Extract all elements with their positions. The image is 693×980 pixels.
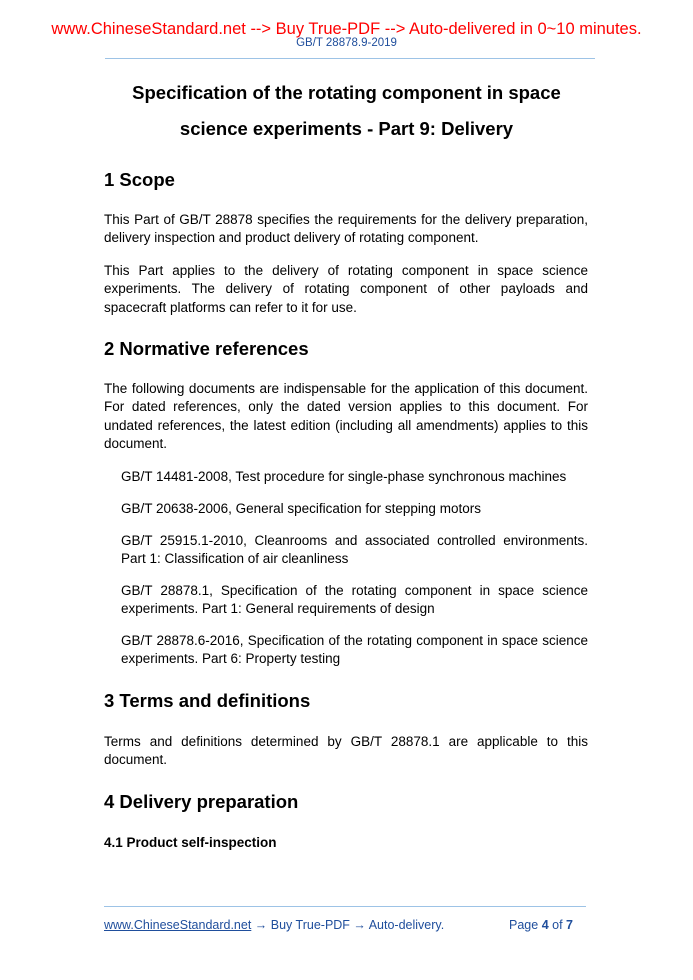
page-current: 4 — [541, 918, 549, 932]
document-title-line1: Specification of the rotating component in space — [132, 82, 561, 103]
page-total: 7 — [566, 918, 573, 932]
reference-item: GB/T 25915.1-2010, Cleanrooms and associated controlled environments. Part 1: Classification of air cleanliness — [121, 533, 588, 567]
reference-item: GB/T 14481-2008, Test procedure for single-phase synchronous machines — [121, 469, 567, 484]
standard-code: GB/T 28878.9-2019 — [296, 37, 397, 49]
reference-item: GB/T 28878.1, Specification of the rotating component in space science experiments. Part 1: General requirements of design — [121, 583, 588, 617]
reference-item: GB/T 28878.6-2016, Specification of the rotating component in space science experiments. Part 6: Property testing — [121, 633, 588, 667]
banner-text: www.ChineseStandard.net --> Buy True-PDF --> Auto-delivered in 0~10 minutes. — [51, 20, 642, 38]
page-of: of — [552, 918, 563, 932]
terms-paragraph: Terms and definitions determined by GB/T 28878.1 are applicable to this document. — [104, 734, 588, 768]
footer-purchase-text: → Buy True-PDF → Auto-delivery. — [251, 918, 445, 932]
section-4-heading: 4 Delivery preparation — [104, 791, 299, 812]
normative-intro: The following documents are indispensable for the application of this document. For dated references, only the dated version applies to this document. For undated references, the latest edition (including all amendments) applies to this document. — [104, 381, 588, 451]
website-link[interactable]: www.ChineseStandard.net — [104, 918, 252, 932]
reference-item: GB/T 20638-2006, General specification for stepping motors — [121, 501, 481, 516]
section-1-heading: 1 Scope — [104, 169, 175, 190]
section-3-heading: 3 Terms and definitions — [104, 690, 311, 711]
section-2-heading: 2 Normative references — [104, 338, 309, 359]
footer-divider — [104, 906, 586, 907]
header-divider — [105, 58, 595, 59]
footer-links — [104, 917, 444, 933]
page-label: Page — [509, 918, 539, 932]
document-title-line2: science experiments - Part 9: Delivery — [179, 118, 514, 139]
scope-paragraph-1: This Part of GB/T 28878 specifies the requirements for the delivery preparation, delivery inspection and product delivery of rotating component. — [104, 212, 588, 246]
scope-paragraph-2: This Part applies to the delivery of rotating component in space science experiments. The delivery of rotating component of other payloads and spacecraft platforms can refer to it for use. — [104, 263, 588, 315]
page-number — [509, 917, 573, 933]
subsection-4-1-heading: 4.1 Product self-inspection — [104, 835, 277, 850]
